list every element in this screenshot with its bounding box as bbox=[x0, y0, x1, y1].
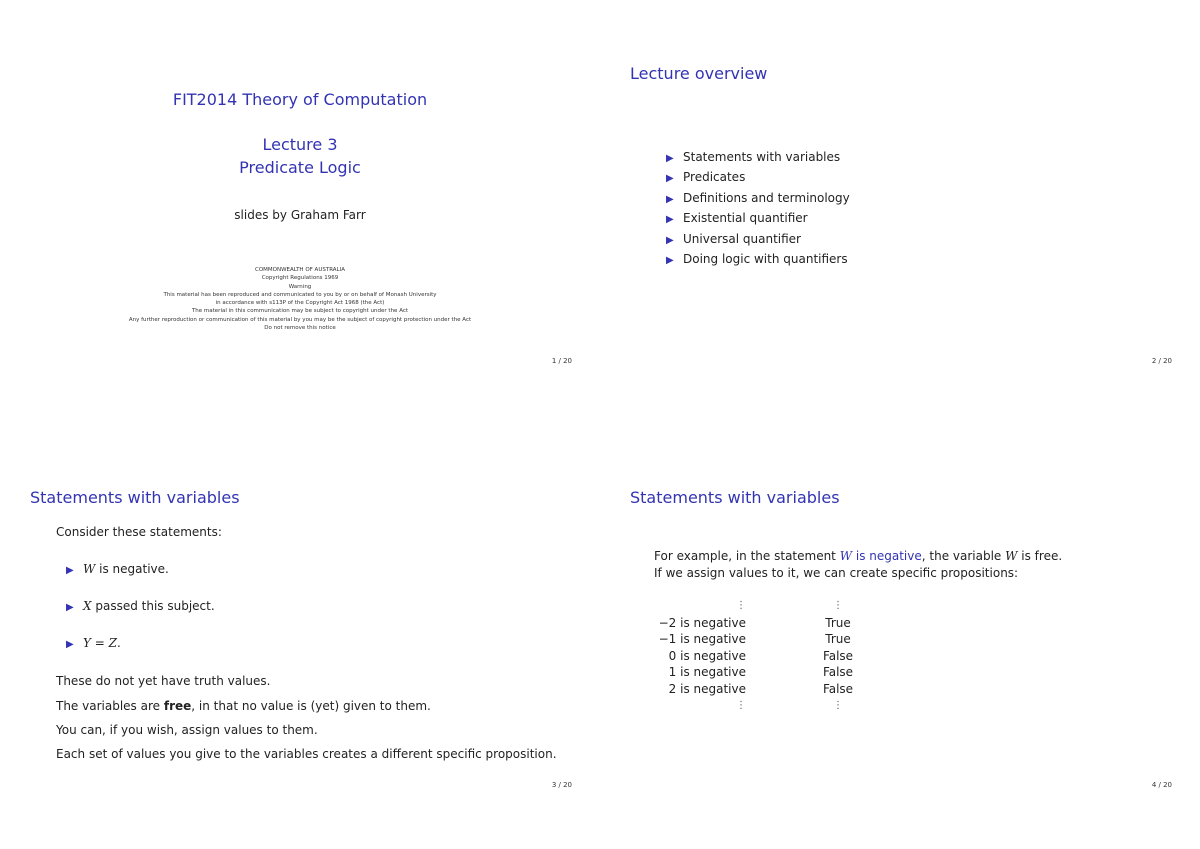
truth-value-cell: False bbox=[822, 665, 854, 680]
list-item-label: passed this subject. bbox=[91, 599, 215, 613]
list-item bbox=[666, 167, 850, 187]
bold-term: free bbox=[163, 699, 192, 713]
page-number: 1 / 20 bbox=[551, 357, 572, 365]
copyright-line: This material has been reproduced and communicated to you by or on behalf of Monash University bbox=[163, 291, 437, 298]
variable: X bbox=[83, 599, 92, 613]
table-row bbox=[648, 615, 866, 632]
triangle-bullet-icon: ▶ bbox=[666, 173, 674, 185]
table-row bbox=[648, 631, 866, 648]
list-item bbox=[666, 188, 850, 208]
vdots: ⋮ bbox=[833, 600, 843, 611]
proposition-cell: −2 is negative bbox=[658, 615, 746, 630]
triangle-bullet-icon: ▶ bbox=[66, 565, 74, 576]
paragraph bbox=[56, 699, 431, 713]
page-number: 4 / 20 bbox=[1151, 781, 1172, 789]
variable: W bbox=[839, 549, 853, 563]
copyright-line: COMMONWEALTH OF AUSTRALIA bbox=[254, 267, 346, 273]
list-item-label: . bbox=[116, 636, 121, 650]
copyright-line: in accordance with s113P of the Copyright Act 1968 (the Act) bbox=[215, 300, 385, 307]
copyright-line: Copyright Regulations 1969 bbox=[261, 275, 339, 282]
slide-4 bbox=[610, 424, 1190, 834]
lecture-topic: Predicate Logic bbox=[239, 158, 361, 177]
slide-3 bbox=[10, 424, 590, 834]
proposition-cell: 0 is negative bbox=[668, 648, 746, 663]
list-item-label: Statements with variables bbox=[683, 150, 841, 164]
triangle-bullet-icon: ▶ bbox=[666, 254, 674, 266]
vdots: ⋮ bbox=[736, 600, 746, 611]
triangle-bullet-icon: ▶ bbox=[66, 602, 74, 613]
truth-value-cell: True bbox=[825, 632, 851, 647]
slide-title: Lecture overview bbox=[630, 64, 768, 83]
paragraph: You can, if you wish, assign values to them. bbox=[56, 723, 318, 737]
list-item bbox=[666, 229, 850, 249]
list-item bbox=[66, 636, 121, 650]
example-intro bbox=[654, 548, 1062, 582]
vdots: ⋮ bbox=[833, 699, 843, 711]
truth-value-cell: True bbox=[825, 615, 851, 630]
truth-value-cell: False bbox=[822, 648, 854, 663]
copyright-line: Do not remove this notice bbox=[264, 325, 336, 332]
overview-list bbox=[666, 147, 850, 269]
vdots: ⋮ bbox=[736, 699, 746, 711]
highlighted-statement bbox=[840, 549, 922, 563]
intro-text: For example, in the statement bbox=[654, 549, 840, 563]
intro-text: , the variable bbox=[921, 549, 1006, 563]
proposition-cell: 2 is negative bbox=[668, 681, 746, 696]
table-row bbox=[648, 664, 866, 681]
page-number: 2 / 20 bbox=[1151, 357, 1172, 365]
slide-2 bbox=[610, 0, 1190, 410]
paragraph-text: The variables are bbox=[56, 699, 164, 713]
list-item bbox=[666, 208, 850, 228]
copyright-line: Warning bbox=[288, 283, 312, 290]
author-line: slides by Graham Farr bbox=[234, 208, 366, 222]
list-item-label: is negative. bbox=[95, 562, 169, 576]
slide-title: Statements with variables bbox=[630, 488, 840, 507]
triangle-bullet-icon: ▶ bbox=[666, 153, 674, 164]
list-item bbox=[666, 147, 850, 167]
copyright-line: The material in this communication may be subject to copyright under the Act bbox=[191, 308, 409, 315]
variable: W bbox=[83, 562, 96, 576]
list-item bbox=[666, 249, 850, 269]
triangle-bullet-icon: ▶ bbox=[666, 214, 674, 226]
page-number: 3 / 20 bbox=[551, 781, 572, 789]
copyright-line: Any further reproduction or communication of this material by you may be the subject of copyright protection under the Act bbox=[128, 316, 472, 323]
list-item bbox=[66, 599, 215, 613]
intro-text: Consider these statements: bbox=[56, 525, 222, 539]
paragraph-text: , in that no value is (yet) given to them. bbox=[191, 699, 431, 713]
triangle-bullet-icon: ▶ bbox=[666, 234, 674, 246]
list-item-label: Predicates bbox=[683, 170, 746, 185]
slide-1 bbox=[10, 0, 590, 410]
statement-text: is negative bbox=[852, 549, 922, 563]
propositions-table bbox=[648, 598, 866, 714]
intro-line-1 bbox=[654, 548, 1062, 565]
list-item-label: Definitions and terminology bbox=[683, 190, 850, 205]
copyright-notice bbox=[10, 266, 590, 332]
list-item-label: Doing logic with quantifiers bbox=[683, 251, 848, 266]
table-row bbox=[648, 598, 866, 615]
list-item-label: Universal quantifier bbox=[683, 231, 801, 246]
paragraph: These do not yet have truth values. bbox=[56, 674, 271, 688]
table-row bbox=[648, 681, 866, 698]
triangle-bullet-icon: ▶ bbox=[666, 193, 674, 205]
table-row bbox=[648, 698, 866, 715]
truth-value-cell: False bbox=[822, 681, 854, 696]
table-row bbox=[648, 648, 866, 665]
intro-line-2: If we assign values to it, we can create specific propositions: bbox=[654, 566, 1019, 580]
proposition-cell: −1 is negative bbox=[658, 632, 746, 647]
triangle-bullet-icon: ▶ bbox=[66, 639, 74, 650]
list-item bbox=[66, 562, 169, 576]
proposition-cell: 1 is negative bbox=[668, 665, 746, 680]
course-title: FIT2014 Theory of Computation bbox=[172, 90, 428, 109]
list-item-label: Existential quantifier bbox=[683, 211, 808, 226]
intro-text: is free. bbox=[1017, 549, 1063, 563]
paragraph: Each set of values you give to the variables creates a different specific proposition. bbox=[56, 747, 557, 761]
slide-title: Statements with variables bbox=[30, 488, 240, 507]
lecture-number: Lecture 3 bbox=[262, 135, 338, 154]
variable: Y = Z bbox=[83, 636, 117, 650]
variable: W bbox=[1005, 549, 1018, 563]
